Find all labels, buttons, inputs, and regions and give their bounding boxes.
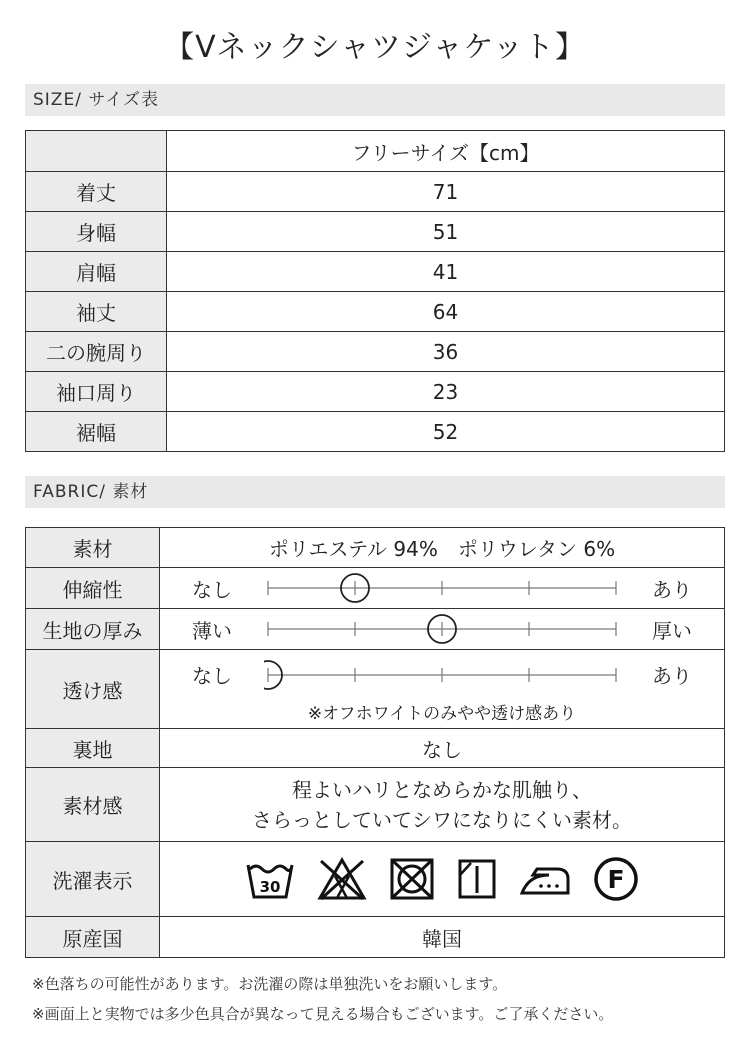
- size-label: 袖口周り: [26, 372, 167, 412]
- size-header-value: フリーサイズ【cm】: [167, 131, 725, 172]
- table-row: [26, 172, 725, 212]
- no-tumble-dry-icon: [389, 857, 435, 901]
- sheer-scale-graphic: [264, 655, 620, 695]
- size-header-empty: [26, 131, 167, 172]
- table-row: [26, 768, 725, 842]
- texture-value: [160, 768, 725, 842]
- size-table: [25, 130, 725, 452]
- origin-label: 原産国: [26, 917, 160, 958]
- size-label: 二の腕周り: [26, 332, 167, 372]
- lining-label: 裏地: [26, 729, 160, 768]
- fabric-section-heading: FABRIC/ 素材: [25, 476, 725, 508]
- thickness-label: 生地の厚み: [26, 609, 160, 650]
- table-row: [26, 372, 725, 412]
- care-icons: [160, 842, 724, 916]
- size-section-heading: SIZE/ サイズ表: [25, 84, 725, 116]
- table-row: [26, 842, 725, 917]
- size-label: 着丈: [26, 172, 167, 212]
- dry-clean-letter: F: [607, 865, 625, 894]
- stretch-scale-cell: [160, 568, 725, 609]
- table-row: [26, 412, 725, 452]
- stretch-max-label: あり: [652, 577, 692, 602]
- thickness-scale: [160, 609, 724, 649]
- table-row: [26, 650, 725, 729]
- footer-note-1: ※色落ちの可能性があります。お洗濯の際は単独洗いをお願いします。: [32, 975, 508, 993]
- fabric-table: [25, 527, 725, 958]
- table-row: [26, 609, 725, 650]
- thickness-max-label: 厚い: [652, 618, 692, 643]
- table-row: [26, 332, 725, 372]
- lining-value: なし: [160, 729, 725, 768]
- material-label: 素材: [26, 528, 160, 568]
- texture-line-2: さらっとしていてシワになりにくい素材。: [252, 807, 632, 832]
- sheer-max-label: あり: [652, 664, 692, 688]
- sheer-note: ※オフホワイトのみやや透け感あり: [307, 703, 577, 724]
- size-value: 36: [167, 332, 725, 372]
- sheer-scale-cell: [160, 650, 725, 729]
- texture-label: 素材感: [26, 768, 160, 842]
- size-value: 52: [167, 412, 725, 452]
- table-row: [26, 568, 725, 609]
- stretch-scale: [160, 568, 724, 608]
- thickness-scale-cell: [160, 609, 725, 650]
- sheer-min-label: なし: [192, 664, 232, 688]
- texture-line-1: 程よいハリとなめらかな肌触り、: [292, 777, 592, 802]
- size-value: 51: [167, 212, 725, 252]
- size-value: 23: [167, 372, 725, 412]
- table-row: [26, 252, 725, 292]
- sheer-scale: [160, 655, 724, 695]
- table-row: [26, 917, 725, 958]
- footer-note-2: ※画面上と実物では多少色具合が異なって見える場合もございます。ご了承ください。: [32, 1005, 614, 1023]
- table-row: [26, 729, 725, 768]
- page-title: 【Vネックシャツジャケット】: [164, 30, 586, 65]
- table-row: [26, 292, 725, 332]
- size-header-row: [26, 131, 725, 172]
- size-value: 64: [167, 292, 725, 332]
- origin-value: 韓国: [160, 917, 725, 958]
- size-label: 袖丈: [26, 292, 167, 332]
- stretch-scale-graphic: [264, 568, 620, 608]
- wash-temp: 30: [259, 878, 281, 896]
- no-bleach-icon: [317, 857, 367, 901]
- drip-dry-icon: [457, 857, 497, 901]
- care-icons-cell: [160, 842, 725, 917]
- size-label: 裾幅: [26, 412, 167, 452]
- size-label: 身幅: [26, 212, 167, 252]
- table-row: [26, 528, 725, 568]
- stretch-min-label: なし: [192, 577, 232, 602]
- thickness-scale-graphic: [264, 609, 620, 649]
- size-value: 41: [167, 252, 725, 292]
- thickness-min-label: 薄い: [192, 618, 232, 643]
- size-label: 肩幅: [26, 252, 167, 292]
- iron-low-icon: [519, 857, 571, 901]
- wash-30-icon: [245, 857, 295, 901]
- dry-clean-f-icon: [593, 856, 639, 902]
- material-value: ポリエステル 94% ポリウレタン 6%: [160, 528, 725, 568]
- table-row: [26, 212, 725, 252]
- size-value: 71: [167, 172, 725, 212]
- sheer-label: 透け感: [26, 650, 160, 729]
- care-label: 洗濯表示: [26, 842, 160, 917]
- stretch-label: 伸縮性: [26, 568, 160, 609]
